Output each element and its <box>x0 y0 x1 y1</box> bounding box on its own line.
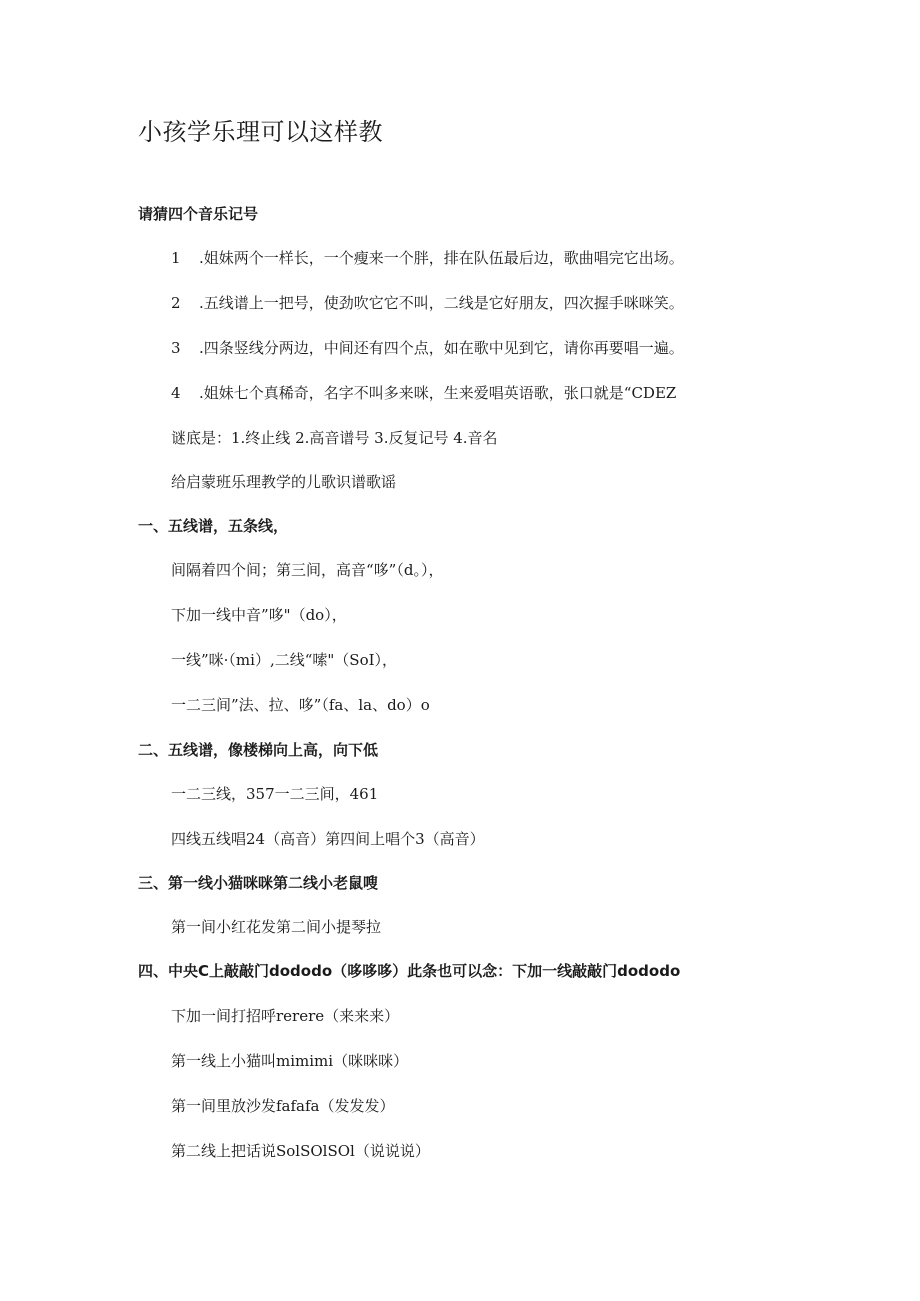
section-heading: 四、中央C上敲敲门dododo（哆哆哆）此条也可以念：下加一线敲敲门dododo <box>138 962 681 980</box>
section-line: 一二三间”法、拉、哆”（fa、la、do）o <box>171 696 430 714</box>
section-heading: 三、第一线小猫咪咪第二线小老鼠嗖 <box>138 874 379 892</box>
riddle-number: 1 <box>171 249 181 267</box>
riddle-text: .姐妹七个真稀奇，名字不叫多来咪，生来爱唱英语歌，张口就是“CDEZ <box>199 384 677 402</box>
riddle-answer: 谜底是：1.终止线 2.高音谱号 3.反复记号 4.音名 <box>171 429 498 447</box>
section-line: 一二三线，357一二三间，461 <box>171 785 379 803</box>
riddle-text: .四条竖线分两边，中间还有四个点，如在歌中见到它，请你再要唱一遍。 <box>199 339 684 357</box>
intro-text: 给启蒙班乐理教学的儿歌识谱歌谣 <box>171 473 397 491</box>
section-line: 下加一间打招呼rerere（来来来） <box>171 1007 400 1025</box>
section-line: 第一间小红花发第二间小提琴拉 <box>171 918 382 936</box>
page-title: 小孩学乐理可以这样教 <box>138 118 383 146</box>
section-line: 四线五线唱24（高音）第四间上唱个3（高音） <box>171 830 485 848</box>
section-line: 下加一线中音”哆"（do）， <box>171 606 347 624</box>
riddle-item <box>171 293 684 313</box>
riddle-item <box>171 248 684 268</box>
section-line: 第一线上小猫叫mimimi（咪咪咪） <box>171 1052 409 1070</box>
section-line: 间隔着四个间；第三间，高音“哆”（d。）， <box>171 561 444 579</box>
riddle-number: 4 <box>171 384 181 402</box>
section-heading: 一、五线谱，五条线， <box>138 517 289 535</box>
riddle-item <box>171 338 684 358</box>
riddle-heading: 请猜四个音乐记号 <box>138 205 259 223</box>
riddle-item <box>171 383 676 403</box>
section-line: 一线”咪·（mi）,二线“嗦"（SoI）， <box>171 651 398 669</box>
riddle-text: .姐妹两个一样长，一个瘦来一个胖，排在队伍最后边，歌曲唱完它出场。 <box>199 249 684 267</box>
riddle-number: 2 <box>171 294 181 312</box>
riddle-number: 3 <box>171 339 181 357</box>
riddle-text: .五线谱上一把号，使劲吹它它不叫，二线是它好朋友，四次握手咪咪笑。 <box>199 294 684 312</box>
section-line: 第二线上把话说SolSOlSOl（说说说） <box>171 1142 430 1160</box>
section-heading: 二、五线谱，像楼梯向上高，向下低 <box>138 741 379 759</box>
section-line: 第一间里放沙发fafafa（发发发） <box>171 1097 395 1115</box>
